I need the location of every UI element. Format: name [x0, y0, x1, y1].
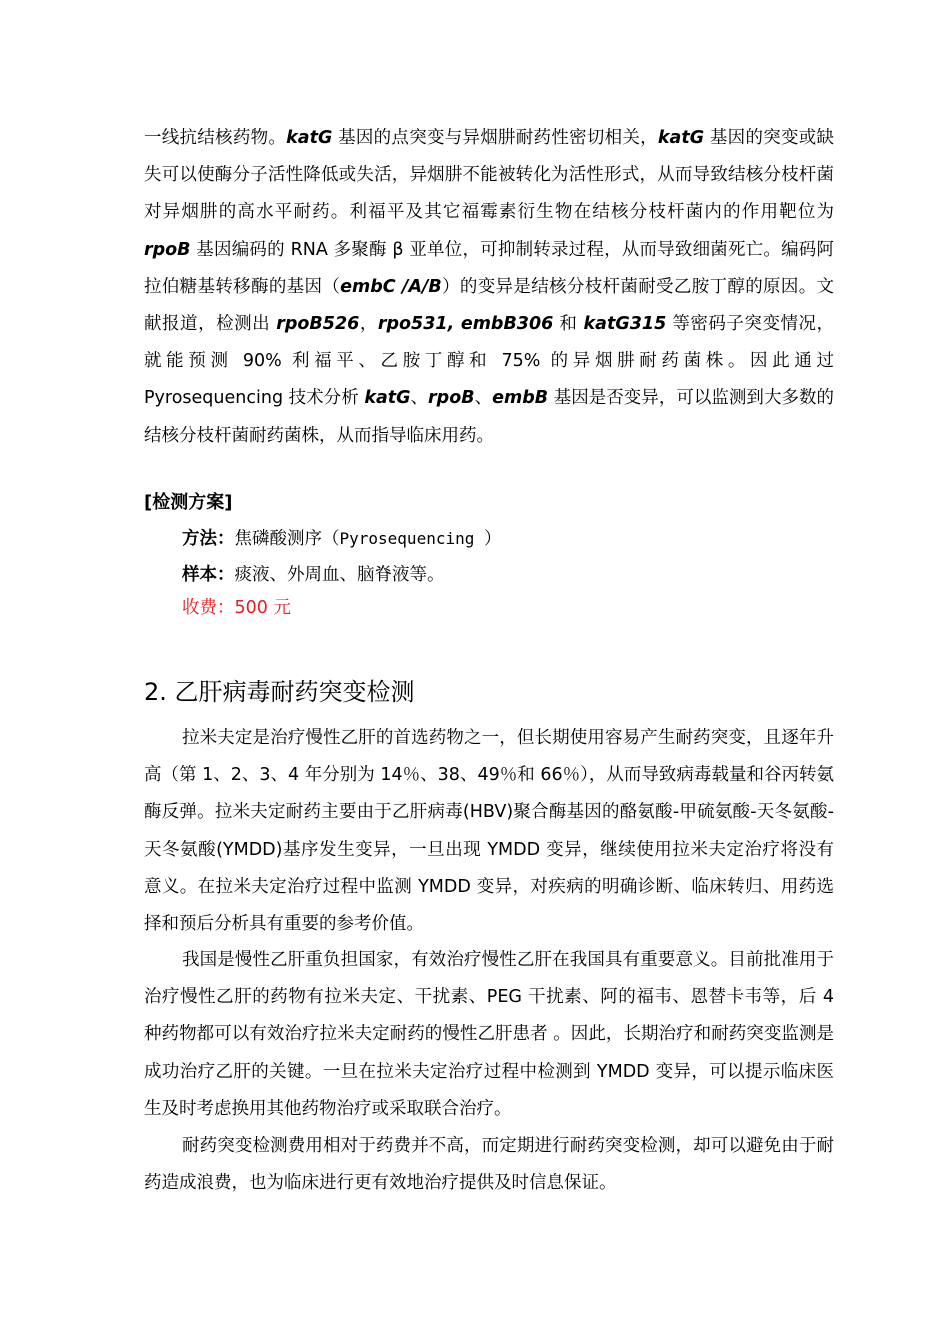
- text-run: 基因是否变异，可以监测到大多数的结核分枝杆菌耐药菌株，从而指导临床用药。: [144, 388, 835, 446]
- text-run: 基因的突变或缺失可以使酶分子活性降低或失活，异烟肼不能被转化为活性形式，从而导致结核分枝杆菌对异烟肼的高水平耐药。利福平及其它福霉素衍生物在结核分枝杆菌内的作用靶位为: [144, 128, 835, 223]
- gene-katg: katG: [286, 128, 333, 148]
- scheme-label: [检测方案]: [144, 492, 233, 513]
- mutation-rpo531-embb306: rpo531, embB306: [377, 314, 554, 335]
- intro-paragraph: [144, 120, 834, 455]
- method-key: 方法：: [182, 529, 235, 549]
- section-heading: 2. 乙肝病毒耐药突变检测: [144, 678, 415, 706]
- gene-embb: embB: [492, 388, 549, 409]
- text-run: 基因编码的 RNA 多聚酶 β 亚单位，可抑制转录过程，从而导致细菌死亡。编码阿拉伯糖基转移酶的基因（: [144, 239, 834, 297]
- hbv-paragraph-2: 我国是慢性乙肝重负担国家，有效治疗慢性乙肝在我国具有重要意义。目前批准用于治疗慢性乙肝的药物有拉米夫定、干扰素、PEG 干扰素、阿的福韦、恩替卡韦等，后 4 种药物都可以有效治疗拉米夫定耐药的慢性乙肝患者 。因此，长期治疗和耐药突变监测是成功治疗乙肝的关键。一旦在拉米夫定治疗过程中检测到 YMDD 变异，可以提示临床医生及时考虑换用其他药物治疗或采取联合治疗。: [144, 950, 834, 1119]
- gene-embcab: embC /A/B: [340, 276, 442, 297]
- separator: 、: [474, 388, 493, 409]
- text-run: 基因的点突变与异烟肼耐药性密切相关，: [332, 128, 658, 148]
- gene-katg: katG: [657, 128, 705, 148]
- separator: 、: [410, 388, 429, 409]
- text-run: ）的变异是结核分枝杆菌耐受乙胺丁醇的原因。文献报道，检测出: [144, 276, 835, 335]
- sample-line: [182, 560, 445, 590]
- mutation-rpob526: rpoB526: [276, 314, 360, 335]
- text-run: 和: [553, 314, 584, 335]
- method-line: [182, 524, 502, 554]
- text-run: ，: [359, 314, 378, 335]
- method-value-end: ）: [484, 529, 502, 549]
- gene-rpob: rpoB: [428, 388, 475, 409]
- text-run: 等密码子突变情况，就能预测 90% 利福平、乙胺丁醇和 75% 的异烟肼耐药菌株。因此通过 Pyrosequencing 技术分析: [144, 314, 835, 409]
- fee-value: 500 元: [234, 598, 291, 618]
- text-run: 一线抗结核药物。: [144, 128, 287, 148]
- mutation-katg315: katG315: [583, 314, 667, 335]
- sample-value: 痰液、外周血、脑脊液等。: [234, 565, 445, 585]
- hbv-paragraph-1: 拉米夫定是治疗慢性乙肝的首选药物之一，但长期使用容易产生耐药突变，且逐年升高（第 1、2、3、4 年分别为 14％、38、49％和 66％），从而导致病毒载量和谷丙转氨酶反弹。拉米夫定耐药主要由于乙肝病毒(HBV)聚合酶基因的酪氨酸-甲硫氨酸-天冬氨酸-天冬氨酸(YMDD)基序发生变异，一旦出现 YMDD 变异，继续使用拉米夫定治疗将没有意义。在拉米夫定治疗过程中监测 YMDD 变异，对疾病的明确诊断、临床转归、用药选择和预后分析具有重要的参考价值。: [144, 728, 834, 935]
- method-value-en: Pyrosequencing: [339, 529, 484, 548]
- sample-key: 样本：: [182, 565, 235, 585]
- method-value: 焦磷酸测序（: [234, 529, 340, 549]
- gene-rpob: rpoB: [144, 239, 191, 260]
- gene-katg: katG: [364, 388, 411, 409]
- fee-key: 收费：: [182, 598, 235, 618]
- fee-line: [182, 593, 291, 623]
- hbv-paragraph-3: 耐药突变检测费用相对于药费并不高，而定期进行耐药突变检测，却可以避免由于耐药造成浪费，也为临床进行更有效地治疗提供及时信息保证。: [144, 1136, 834, 1194]
